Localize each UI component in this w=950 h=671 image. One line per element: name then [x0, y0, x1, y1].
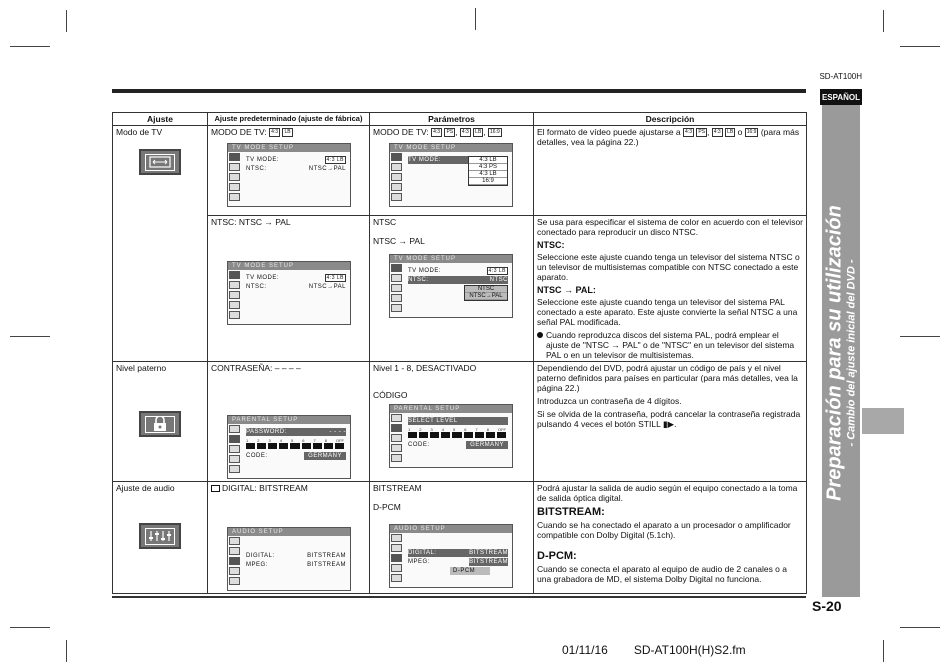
- speaker-menu-icon: [391, 294, 402, 302]
- menu-label: DIGITAL:: [408, 550, 437, 557]
- tv-menu-icon: [229, 271, 240, 279]
- setting-cell: [113, 362, 208, 482]
- format-badge: 4:3: [713, 129, 721, 136]
- parental-screen: [227, 415, 351, 479]
- speaker-menu-icon: [391, 444, 402, 452]
- audio-menu-icon: [229, 291, 240, 299]
- table-row: [113, 362, 807, 482]
- option-item: NTSC→PAL: [465, 293, 507, 300]
- description-text: Se usa para especificar el sistema de color en acuerdo con el televisor conectado para reproducir un disco NTSC.: [537, 217, 804, 238]
- menu-label: SELECT LEVEL: [408, 418, 458, 425]
- description-text: Seleccione este ajuste cuando tenga un televisor del sistema PAL conectado a este aparato. Este ajuste convierte la señal NTSC a una señal PAL modificada.: [537, 297, 798, 328]
- tv-menu-icon: [391, 534, 402, 542]
- ntsc-screen: [389, 254, 513, 318]
- description-heading: BITSTREAM:: [537, 506, 605, 519]
- tv-menu-icon: [229, 537, 240, 545]
- crop-mark: [900, 627, 940, 628]
- description-heading: NTSC:: [537, 240, 565, 251]
- parental-screen: [389, 404, 513, 468]
- crop-mark: [66, 10, 67, 32]
- default-label: NTSC: NTSC → PAL: [211, 217, 291, 227]
- crop-mark: [883, 10, 884, 32]
- format-badge: LB: [727, 129, 734, 136]
- menu-label: TV MODE:: [408, 268, 442, 275]
- speaker-menu-icon: [229, 455, 240, 463]
- screen-title: TV MODE SETUP: [228, 144, 350, 152]
- description-text: Podrá ajustar la salida de audio según el equipo conectado a la toma de salida óptica digital.: [537, 483, 798, 504]
- menu-value: NTSC: [489, 277, 508, 284]
- lock-menu-icon: [391, 544, 402, 552]
- description-text: Seleccione este ajuste cuando tenga un televisor del sistema NTSC o un televisor de multisistemas compatible con NTSC conectado a este aparato.: [537, 252, 800, 283]
- default-label: MODO DE TV:: [211, 127, 267, 137]
- menu-label: MPEG:: [408, 559, 430, 566]
- speaker-menu-icon: [391, 564, 402, 572]
- tv-menu-icon: [391, 264, 402, 272]
- tv-screen-icon: [139, 149, 181, 175]
- level-numbers: 1 2 3 4 5 6 7 8 OFF: [408, 427, 506, 433]
- language-menu-icon: [229, 577, 240, 585]
- speaker-menu-icon: [229, 301, 240, 309]
- format-badge: LB: [475, 129, 482, 136]
- settings-table: [112, 112, 807, 594]
- screen-title: TV MODE SETUP: [390, 144, 512, 152]
- menu-label: CODE:: [246, 453, 268, 460]
- footer-date: 01/11/16: [562, 643, 608, 657]
- description-text: Cuando se conecta el aparato al equipo de audio de 2 canales o a una grabadora de MD, el sistema Dolby Digital no funciona.: [537, 564, 787, 585]
- option-item: 4:3 LB: [469, 157, 507, 164]
- crop-mark: [66, 640, 67, 662]
- screen-title: AUDIO SETUP: [390, 525, 512, 533]
- tv-mode-options: [468, 156, 508, 186]
- language-menu-icon: [391, 304, 402, 312]
- crop-mark: [10, 336, 50, 337]
- level-numbers: 1 2 3 4 5 6 7 8 OFF: [246, 438, 344, 444]
- menu-label: PASSWORD:: [246, 429, 287, 436]
- menu-label: NTSC:: [408, 277, 429, 284]
- menu-value: BITSTREAM: [469, 550, 508, 557]
- description-text: Dependiendo del DVD, podrá ajustar un código de país y el nivel paterno definidos para países en particular (para más detalles, vea la página 22.): [537, 363, 798, 394]
- param-value: NTSC: [373, 217, 397, 227]
- default-cell: [208, 362, 370, 482]
- table-row: [113, 482, 807, 594]
- column-header: Ajuste predeterminado (ajuste de fábrica): [208, 113, 370, 126]
- menu-value: NTSC→PAL: [308, 166, 346, 173]
- format-badge: 16:9: [746, 129, 757, 136]
- menu-value: 4:3 LB: [488, 268, 506, 275]
- param-value: Nivel 1 - 8, DESACTIVADO: [373, 363, 477, 374]
- crop-mark: [10, 46, 50, 47]
- description-heading: NTSC → PAL:: [537, 285, 596, 296]
- option-item: NTSC: [465, 286, 507, 293]
- tv-mode-screen: [227, 143, 351, 207]
- tv-menu-icon: [229, 425, 240, 433]
- language-menu-icon: [229, 193, 240, 201]
- side-title-area: [822, 110, 860, 596]
- lock-menu-icon: [391, 274, 402, 282]
- menu-label: NTSC:: [246, 166, 267, 173]
- section-title: Preparación para su utilización: [823, 205, 846, 501]
- model-number: SD-AT100H: [819, 72, 862, 81]
- description-cell: [534, 362, 807, 482]
- menu-label: MPEG:: [246, 562, 268, 569]
- screen-title: AUDIO SETUP: [228, 528, 350, 536]
- param-value: D-PCM: [373, 502, 401, 513]
- audio-menu-icon: [391, 554, 402, 562]
- default-label: DIGITAL: BITSTREAM: [222, 483, 308, 494]
- page-number: S-20: [812, 598, 842, 614]
- menu-value: - - - -: [329, 429, 346, 436]
- default-cell: [208, 126, 370, 216]
- speaker-menu-icon: [229, 183, 240, 191]
- bullet-text: Cuando reproduzca discos del sistema PAL, podrá emplear el ajuste de "NTSC → PAL" o de "NTSC" en un televisor del sistema PAL o en un televisor de multisistemas.: [546, 330, 795, 361]
- param-value: BITSTREAM: [373, 483, 422, 494]
- audio-menu-icon: [229, 173, 240, 181]
- format-badge: PS: [446, 129, 454, 136]
- language-menu-icon: [229, 465, 240, 473]
- table-header-row: [113, 113, 807, 126]
- crop-mark: [10, 627, 50, 628]
- lock-menu-icon: [229, 281, 240, 289]
- menu-value: BITSTREAM: [307, 553, 346, 560]
- menu-label: TV MODE:: [246, 275, 280, 281]
- tv-menu-icon: [391, 414, 402, 422]
- audio-mixer-icon: [139, 523, 181, 549]
- param-cell: [370, 482, 534, 594]
- lock-menu-icon: [391, 163, 402, 171]
- setting-name: Ajuste de audio: [116, 483, 175, 494]
- menu-label: NTSC:: [246, 284, 267, 290]
- table-row: [113, 216, 807, 362]
- description-heading: D-PCM:: [537, 550, 577, 563]
- format-badge: 16:9: [490, 129, 500, 136]
- language-menu-icon: [391, 574, 402, 582]
- menu-label: CODE:: [408, 442, 430, 449]
- menu-label: TV MODE:: [408, 157, 442, 164]
- level-bar: [408, 432, 506, 438]
- description-cell: El formato de vídeo puede ajustarse a 4:3 PS , 4:3 LB o 16:9 (para más detalles, vea la página 22.): [534, 126, 807, 216]
- default-label: CONTRASEÑA: – – – –: [211, 363, 301, 374]
- menu-value: 4:3 LB: [326, 157, 344, 164]
- speaker-menu-icon: [391, 183, 402, 191]
- lock-menu-icon: [229, 435, 240, 443]
- description-text: Cuando se ha conectado el aparato a un procesador o amplificador compatible con Dolby Digital (5.1ch).: [537, 520, 791, 541]
- screen-title: PARENTAL SETUP: [390, 405, 512, 413]
- tv-menu-icon: [391, 153, 402, 161]
- table-row: [113, 126, 807, 216]
- screen-title: TV MODE SETUP: [228, 262, 350, 270]
- lock-menu-icon: [229, 547, 240, 555]
- audio-screen: [227, 527, 351, 591]
- format-badge: 4:3: [433, 129, 441, 136]
- option-item: 16:9: [469, 178, 507, 185]
- dolby-digital-icon: [211, 485, 220, 492]
- column-header: Ajuste: [113, 113, 208, 126]
- description-text: Introduzca un contraseña de 4 dígitos.: [537, 396, 682, 407]
- ntsc-screen: [227, 261, 351, 325]
- column-header: Parámetros: [370, 113, 534, 126]
- language-menu-icon: [229, 311, 240, 319]
- audio-menu-icon: [391, 173, 402, 181]
- crop-mark: [475, 8, 476, 30]
- audio-menu-icon: [391, 434, 402, 442]
- ntsc-options: [464, 285, 508, 301]
- param-cell: [370, 216, 534, 362]
- format-badge: LB: [284, 129, 291, 136]
- menu-label: TV MODE:: [246, 157, 280, 164]
- param-cell: MODO DE TV: 4:3 PS , 4:3 LB , 16:9 TV MODE SETUP TV MODE: 4:3 LB 4:3 PS 4:3 LB 16:9: [370, 126, 534, 216]
- audio-menu-icon: [229, 445, 240, 453]
- description-text: (para más detalles, vea la página 22.): [537, 127, 800, 148]
- audio-screen: [389, 524, 513, 588]
- param-value: CÓDIGO: [373, 390, 408, 401]
- bottom-rule: [112, 596, 806, 598]
- crop-mark: [900, 336, 940, 337]
- level-bar: [246, 443, 344, 449]
- setting-name: Nivel paterno: [116, 363, 167, 374]
- lock-menu-icon: [391, 424, 402, 432]
- tv-menu-icon: [229, 153, 240, 161]
- description-text: Si se olvida de la contraseña, podrá cancelar la contraseña registrada pulsando 4 veces el botón STILL ▮▶.: [537, 409, 801, 430]
- crop-mark: [883, 640, 884, 662]
- tv-mode-screen: [389, 143, 513, 207]
- footer: [562, 643, 746, 657]
- option-item: 4:3 LB: [469, 171, 507, 178]
- padlock-icon: [139, 411, 181, 437]
- menu-value: GERMANY: [304, 452, 346, 460]
- menu-value: NTSC→PAL: [308, 284, 346, 290]
- speaker-menu-icon: [229, 567, 240, 575]
- param-value: NTSC → PAL: [373, 236, 425, 247]
- screen-title: TV MODE SETUP: [390, 255, 512, 263]
- language-menu-icon: [391, 193, 402, 201]
- option-item: D-PCM: [450, 567, 490, 575]
- description-text: El formato de vídeo puede ajustarse a: [537, 127, 681, 137]
- audio-menu-icon: [391, 284, 402, 292]
- option-item: 4:3 PS: [469, 164, 507, 171]
- menu-value: 4:3 LB: [326, 275, 344, 281]
- format-badge: 4:3: [271, 129, 279, 136]
- format-badge: 4:3: [461, 129, 469, 136]
- crop-mark: [900, 46, 940, 47]
- footer-file: SD-AT100H(H)S2.fm: [633, 643, 746, 657]
- param-label: MODO DE TV:: [373, 127, 429, 137]
- description-cell: [534, 482, 807, 594]
- menu-label: DIGITAL:: [246, 553, 275, 560]
- screen-title: PARENTAL SETUP: [228, 416, 350, 424]
- section-tab: [862, 408, 904, 434]
- audio-menu-icon: [229, 557, 240, 565]
- bullet-note: [537, 330, 803, 360]
- param-cell: [370, 362, 534, 482]
- format-badge: PS: [698, 129, 706, 136]
- menu-value: BITSTREAM: [469, 559, 508, 566]
- default-cell: [208, 482, 370, 594]
- menu-value: BITSTREAM: [307, 562, 346, 569]
- setting-cell: [113, 482, 208, 594]
- top-rule: [112, 89, 806, 93]
- default-cell: [208, 216, 370, 362]
- format-badge: 4:3: [685, 129, 692, 136]
- language-tab: ESPAÑOL: [820, 89, 862, 105]
- description-cell: [534, 216, 807, 362]
- column-header: Descripción: [534, 113, 807, 126]
- language-menu-icon: [391, 454, 402, 462]
- description-text: o: [737, 127, 743, 137]
- setting-name: Modo de TV: [116, 127, 163, 137]
- bullet-icon: [537, 332, 543, 338]
- menu-value: GERMANY: [466, 441, 508, 449]
- lock-menu-icon: [229, 163, 240, 171]
- section-subtitle: - Cambio del ajuste inicial del DVD -: [845, 259, 858, 447]
- setting-cell: [113, 126, 208, 362]
